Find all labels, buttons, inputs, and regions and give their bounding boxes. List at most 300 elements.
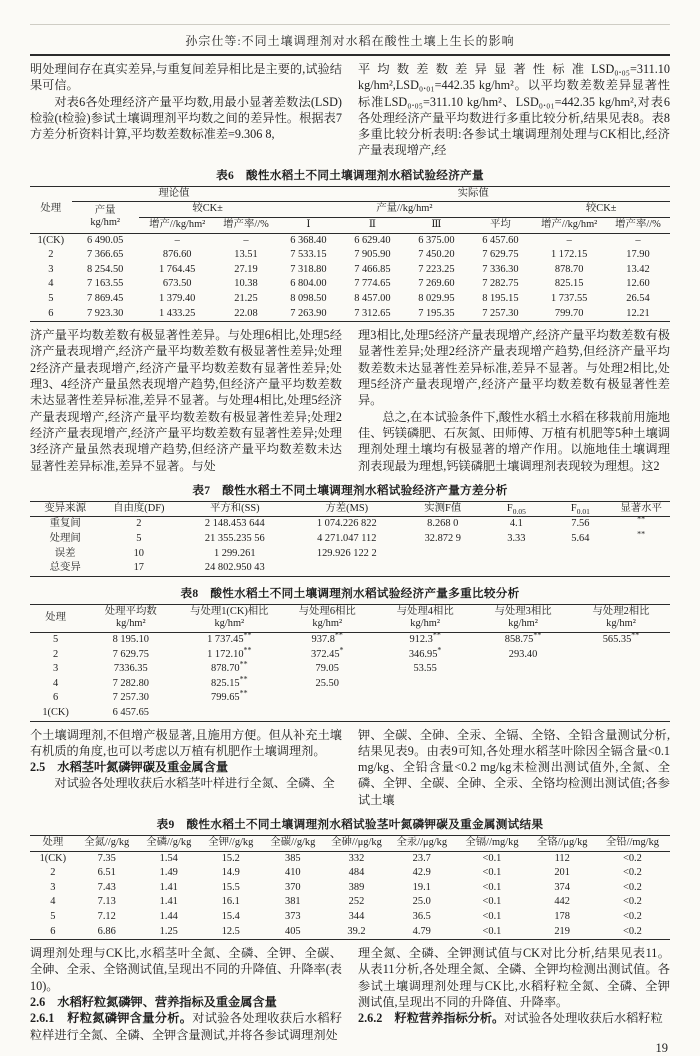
table-cell: 7.13	[97, 896, 116, 908]
table-row	[30, 881, 670, 896]
table-cell: 8 254.50	[87, 263, 124, 275]
table-cell: –	[566, 234, 572, 246]
table-cell: 7 318.80	[290, 263, 327, 275]
table-row	[30, 263, 670, 278]
table-cell: 7 466.85	[354, 263, 391, 275]
table-cell: 10	[133, 547, 144, 559]
table-cell	[376, 677, 474, 692]
table-row	[30, 691, 670, 706]
table-cell: 1 299.261	[214, 547, 256, 559]
table-cell: 112	[554, 852, 570, 864]
table9-body	[30, 851, 670, 940]
table-cell: 5.64	[571, 532, 590, 544]
table-cell: 15.5	[221, 881, 240, 893]
column-left	[30, 945, 342, 1055]
col-header: 与处理4相比 kg/hm²	[396, 605, 454, 630]
table-cell: 7336.35	[113, 663, 148, 675]
table-cell	[572, 677, 670, 692]
running-header: 孙宗仕等:不同土壤调理剂对水稻在酸性土壤上生长的影响	[185, 34, 515, 48]
table-row	[30, 925, 670, 940]
table7-body	[30, 514, 670, 576]
table-cell: 7 774.65	[354, 278, 391, 290]
column-right	[358, 327, 670, 474]
section-heading-2-5: 2.5 水稻茎叶氮磷钾碳及重金属含量	[30, 760, 229, 775]
table-cell: 7.56	[571, 518, 590, 530]
section-heading-2-6: 2.6 水稻籽粒氮磷钾、营养指标及重金属含量	[30, 995, 277, 1010]
table-cell: 25.50	[315, 677, 339, 689]
table-cell: 5	[50, 910, 56, 922]
table-cell: 442	[554, 896, 570, 908]
table-cell: 7 282.80	[112, 677, 149, 689]
table7-caption: 表7 酸性水稻土不同土壤调理剂水稻试验经济产量方差分析	[192, 483, 508, 497]
table-cell: 12.21	[626, 307, 650, 319]
table-cell	[376, 691, 474, 706]
table-cell: 4	[48, 278, 54, 290]
table-row	[30, 233, 670, 248]
table-row	[30, 561, 670, 576]
table-cell: 19.1	[412, 881, 431, 893]
table6-caption: 表6 酸性水稻土不同土壤调理剂水稻试验经济产量	[216, 168, 484, 182]
col-header: 显著水平	[620, 502, 662, 514]
table-cell: <0.2	[622, 867, 642, 879]
table-cell	[572, 648, 670, 663]
table-cell: 346.95*	[408, 645, 442, 660]
table-cell: 25.0	[412, 896, 431, 908]
table-cell: 7 336.30	[482, 263, 519, 275]
table-cell: 565.35**	[602, 630, 640, 645]
table-cell: 6	[50, 925, 56, 937]
paragraph: 对表6各处理经济产量平均数,用最小显著差数法(LSD)检验(t检验)参试土壤调理剂平均数之间的差异性。根据表7方差分析资料计算,平均数差数标准差=9.306 8,	[30, 94, 342, 142]
col-header: 全铬//μg/kg	[536, 837, 588, 848]
table-cell: 252	[348, 896, 365, 908]
section-middle	[30, 327, 670, 474]
table-cell: 7 905.90	[354, 249, 391, 261]
col-header: 变异来源	[44, 502, 86, 514]
table-cell: 27.19	[234, 263, 258, 275]
table-cell: 219	[554, 925, 570, 937]
table-cell: 5	[52, 633, 59, 645]
table-cell: 825.15**	[211, 674, 248, 689]
col-header: 全碳//g/kg	[270, 837, 316, 848]
table-cell: <0.2	[622, 896, 642, 908]
table-cell: 799.65**	[211, 688, 248, 704]
table-cell: 7 629.75	[482, 249, 519, 261]
table-cell: 405	[285, 925, 301, 937]
table-cell: 293.40	[508, 648, 538, 660]
table-cell	[612, 547, 670, 562]
col-header: 全磷//g/kg	[146, 837, 192, 848]
paragraph: 明处理间存在真实差异,与重复间差异相比是主要的,试验结果可信。	[30, 62, 342, 93]
col-header: 增产//kg/hm²	[149, 218, 206, 230]
table-cell: 825.15	[554, 278, 584, 290]
table-cell: 6.86	[97, 925, 116, 937]
table-cell: 2	[48, 249, 54, 261]
col-header: 产量 kg/hm²	[90, 204, 121, 229]
table-row	[30, 910, 670, 925]
table-cell: 3.33	[507, 532, 526, 544]
run-in-heading-2-6-1: 2.6.1 籽粒氮磷钾含量分析。	[30, 1011, 193, 1026]
column-left	[30, 61, 342, 159]
table-cell: 1.25	[159, 925, 178, 937]
table-cell: 重复间	[49, 518, 81, 530]
column-left	[30, 727, 342, 808]
table-cell	[474, 662, 572, 677]
table-cell: 13.51	[234, 249, 258, 261]
table-cell: 372.45*	[310, 645, 344, 660]
table-cell: 2	[136, 518, 142, 530]
table-cell: 1 737.45**	[207, 630, 252, 645]
table-cell: 6 457.60	[482, 234, 519, 246]
table-cell	[376, 706, 474, 721]
table-cell	[572, 706, 670, 721]
table6-body	[30, 233, 670, 322]
table-cell: 79.05	[315, 663, 339, 675]
table-cell: 7 366.65	[87, 249, 124, 261]
table-row	[30, 895, 670, 910]
table-cell: 8 195.15	[482, 292, 519, 304]
table-cell: 7 629.75	[112, 648, 149, 660]
table-row	[30, 677, 670, 692]
table-cell: 799.70	[554, 307, 584, 319]
table-cell: 7 312.65	[354, 307, 391, 319]
col-header: 全氮//g/kg	[84, 837, 130, 848]
page-number: 19	[655, 1040, 668, 1055]
table-cell: 15.4	[221, 910, 240, 922]
table-cell: 5	[136, 532, 142, 544]
table-cell: 36.5	[412, 910, 431, 922]
table-cell	[474, 691, 572, 706]
table-cell: 16.1	[221, 896, 240, 908]
table-cell: <0.2	[622, 910, 642, 922]
col-header: 增产率//%	[615, 218, 661, 230]
table-row	[30, 292, 670, 307]
table-cell: 22.08	[234, 307, 258, 319]
col-header: 处理	[45, 612, 66, 624]
table-cell: –	[243, 234, 249, 246]
table-cell: 1.54	[159, 852, 178, 864]
table-cell: 4.79	[412, 925, 431, 937]
col-header: 与处理1(CK)相比 kg/hm²	[190, 605, 269, 630]
table-cell: 858.75**	[504, 630, 542, 645]
table-cell: **	[637, 514, 646, 524]
col-header-f001: $F_{0.01}$	[570, 502, 590, 516]
table-cell: –	[174, 234, 180, 246]
column-right	[358, 61, 670, 159]
paragraph: 总之,在本试验条件下,酸性水稻土水稻在移栽前用施地佳、钙镁磷肥、石灰氮、田师傅、万植有机肥等5种土壤调理剂处理土壤均有极显著的增产作用。以施地佳土壤调理剂表现最为理想,钙镁磷肥土壤调理剂表现较为理想。这2	[358, 409, 670, 473]
table-cell: 6	[48, 307, 54, 319]
table-cell: 处理间	[49, 532, 81, 544]
table-cell: 12.60	[626, 278, 650, 290]
table-cell: **	[637, 529, 646, 539]
table-cell: 17.90	[626, 249, 650, 261]
table-row	[30, 248, 670, 263]
paragraph: 钾、全碳、全砷、全汞、全镉、全铬、全铅含量测试分析,结果见表9。由表9可知,各处理水稻茎叶除因全镉含量<0.1 mg/kg、全铅含量<0.2 mg/kg未检测出测试值外,全氮、全磷、全钾、全碳、全砷、全汞、全铬均检测出测试值;各参试土壤	[358, 727, 670, 807]
table-cell: 1 074.226 822	[316, 518, 377, 530]
table-cell: 1 172.10**	[207, 645, 252, 660]
col-header: 处理平均数 kg/hm²	[104, 605, 157, 630]
table-cell: 7 282.75	[482, 278, 519, 290]
table-cell: 6	[52, 692, 59, 704]
table-row	[30, 307, 670, 322]
table-row	[30, 632, 670, 647]
column-left	[30, 327, 342, 474]
col-header: 处理	[40, 203, 62, 215]
table-cell: 1.49	[159, 867, 178, 879]
table-cell: 6 629.40	[354, 234, 391, 246]
table-cell: 370	[285, 881, 301, 893]
table-cell: 129.926 122 2	[316, 547, 377, 559]
table-cell: 410	[285, 867, 301, 879]
header-rule	[30, 54, 670, 56]
table-cell	[292, 561, 401, 576]
table-cell: 7 533.15	[290, 249, 327, 261]
table-cell: 7 257.30	[482, 307, 519, 319]
table-cell: 1 379.40	[158, 292, 196, 304]
table-cell: 8 195.10	[112, 633, 149, 645]
table-cell: 7.12	[97, 910, 116, 922]
table-row	[30, 517, 670, 532]
col-header: 平均	[489, 218, 511, 230]
table-cell: 6 804.00	[290, 278, 327, 290]
section-top	[30, 61, 670, 159]
table-cell: <0.1	[482, 925, 502, 937]
table-cell: 误差	[54, 547, 76, 559]
table-cell: 385	[285, 852, 301, 864]
table-cell	[401, 547, 484, 562]
table-cell: 1(CK)	[39, 852, 67, 864]
table-row	[30, 547, 670, 562]
table-cell	[548, 561, 612, 576]
table-cell: <0.2	[622, 881, 642, 893]
table-cell: 673.50	[162, 278, 192, 290]
col-header: 处理	[42, 837, 64, 848]
table-cell: 1 172.15	[550, 249, 588, 261]
col-group-actual-yield: 产量//kg/hm²	[276, 202, 532, 218]
table-cell: 10.38	[234, 278, 258, 290]
paragraph: 平均数差数差异显著性标准LSD₀.₀₅=311.10 kg/hm²,LSD₀.₀₁=442.35 kg/hm²。以平均数差数差异显著性标准LSD₀.₀₅=311.10 kg/hm²、LSD₀.₀₁=442.35 kg/hm²,对表6各处理经济产量平均数进行多重比较分析,结果见表8。表8多重比较分析表明:各参试土壤调理剂处理与CK相比,经济产量表现增产,经	[358, 62, 670, 158]
table-cell: 3	[50, 881, 56, 893]
table-cell: 7 923.30	[87, 307, 124, 319]
col-group-theoretical: 理论值	[72, 186, 277, 202]
table-cell: 7 263.90	[290, 307, 327, 319]
table-cell: 7 223.25	[418, 263, 455, 275]
table-cell: 7 269.60	[418, 278, 455, 290]
table-row	[30, 851, 670, 866]
table-cell: 4	[50, 896, 56, 908]
table-cell: 374	[554, 881, 570, 893]
col-header: 全汞//μg/kg	[396, 837, 448, 848]
table-cell: 8.268 0	[427, 518, 459, 530]
paragraph: 济产量平均数差数有极显著性差异。与处理6相比,处理5经济产量表现增产,经济产量平均数差数有极显著性差异;处理2经济产量表现增产,经济产量平均数差数有显著性差异;处理3、4经济产量虽然表现增产趋势,但经济产量平均数差数未达显著性差异标准,差异不显著。与处理4相比,处理5经济产量表现增产,经济产量平均数差数有极显著性差异;处理2经济产量表现增产,经济产量平均数差数有显著性差异;处理3经济产量虽然表现增产趋势,但经济产量平均数差数未达显著性差异标准,差异不显著。与处	[30, 328, 342, 473]
table-cell: 4 271.047 112	[317, 532, 377, 544]
table-cell: 373	[285, 910, 301, 922]
table-cell: 3	[48, 263, 54, 275]
table-cell: 6 490.05	[87, 234, 124, 246]
table-row	[30, 277, 670, 292]
table-cell	[278, 706, 376, 721]
table-cell	[612, 561, 670, 576]
table-row	[30, 706, 670, 721]
table-cell: <0.1	[482, 910, 502, 922]
table-cell: 4	[52, 677, 59, 689]
table-cell	[548, 547, 612, 562]
table-cell: 344	[348, 910, 365, 922]
table-cell: <0.1	[482, 852, 502, 864]
table-cell: 总变异	[49, 562, 81, 574]
table-cell: 7 257.30	[112, 692, 149, 704]
col-group-vs-ck: 较CK±	[532, 202, 670, 218]
table-cell: 7 450.20	[418, 249, 455, 261]
column-right	[358, 945, 670, 1055]
column-right	[358, 727, 670, 808]
table-cell: 53.55	[413, 663, 437, 675]
table-cell: 6 457.65	[112, 706, 149, 718]
table7-header	[30, 501, 670, 517]
table-cell: <0.2	[622, 852, 642, 864]
table-cell: 389	[348, 881, 365, 893]
table-cell: 39.2	[347, 925, 366, 937]
table-cell: 878.70**	[211, 659, 248, 675]
table9	[30, 835, 670, 940]
table-cell: 1 764.45	[158, 263, 196, 275]
table-cell: 1(CK)	[37, 234, 65, 246]
section-bottom	[30, 945, 670, 1055]
table-cell: 13.42	[626, 263, 650, 275]
paragraph: 2.6.2 籽粒营养指标分析。对试验各处理收获后水稻籽粒	[358, 1011, 663, 1026]
table8-header	[30, 604, 670, 632]
table-cell: 6 375.00	[418, 234, 455, 246]
table-cell: –	[635, 234, 641, 246]
col-header: 实测F值	[424, 502, 462, 514]
col-header: 全砷//μg/kg	[331, 837, 382, 848]
table-cell: 23.7	[412, 852, 431, 864]
table-cell: 937.8**	[311, 630, 343, 645]
col-group-actual: 实际值	[276, 186, 670, 202]
table7	[30, 501, 670, 577]
paragraph: 理3相比,处理5经济产量表现增产,经济产量平均数差数有极显著性差异;处理2经济产量表现增产趋势,但经济产量平均数差数未达显著性差异标准,差异不显著。与处理2相比,处理5经济产量表现增产,经济产量平均数差数有极显著性差异。	[358, 328, 670, 408]
table-cell: 21 355.235 56	[204, 532, 265, 544]
table-cell: 332	[348, 852, 365, 864]
col-header: 与处理3相比 kg/hm²	[494, 605, 552, 630]
table-cell: 21.25	[234, 292, 258, 304]
table6	[30, 186, 670, 322]
table-cell: 8 457.00	[354, 292, 391, 304]
col-header: 增产//kg/hm²	[541, 218, 598, 230]
table-cell: <0.1	[482, 881, 502, 893]
table8	[30, 604, 670, 722]
table-cell: 26.54	[626, 292, 650, 304]
table-cell: 12.5	[221, 925, 240, 937]
table-cell: <0.1	[482, 896, 502, 908]
table-cell: 1(CK)	[42, 706, 69, 718]
table-cell: 7 163.55	[87, 278, 124, 290]
table-cell: 484	[348, 867, 365, 879]
col-header: Ⅲ	[431, 218, 442, 230]
col-header: Ⅰ	[306, 218, 311, 230]
table-cell: 7 195.35	[418, 307, 455, 319]
table-cell: 876.60	[162, 249, 192, 261]
col-header: 全镉//mg/kg	[465, 837, 519, 848]
paragraph: 对试验各处理收获后水稻茎叶样进行全氮、全磷、全	[54, 776, 335, 791]
table-cell: <0.1	[482, 867, 502, 879]
table-cell: 6.51	[97, 867, 116, 879]
table-row	[30, 662, 670, 677]
table-cell	[180, 706, 278, 721]
table-cell	[572, 691, 670, 706]
section-2-5	[30, 727, 670, 808]
col-group-vs-ck: 较CK±	[139, 202, 277, 218]
col-header: 全铅//mg/kg	[605, 837, 659, 848]
table-cell: 381	[285, 896, 301, 908]
table-cell: 912.3**	[409, 630, 441, 645]
table-cell: 5	[48, 292, 54, 304]
table-cell: 7.35	[97, 852, 116, 864]
table-cell: 8 098.50	[290, 292, 327, 304]
table-cell: 7.43	[97, 881, 116, 893]
table9-header	[30, 836, 670, 852]
table-cell	[484, 561, 548, 576]
table-cell: 8 029.95	[418, 292, 455, 304]
table8-body	[30, 632, 670, 721]
col-header: 与处理2相比 kg/hm²	[592, 605, 650, 630]
table-cell: 878.70	[554, 263, 584, 275]
table-cell: 2	[52, 648, 59, 660]
run-in-heading-2-6-2: 2.6.2 籽粒营养指标分析。	[358, 1011, 505, 1026]
table-cell	[484, 547, 548, 562]
table-cell: 1.41	[159, 896, 178, 908]
table-row	[30, 648, 670, 663]
table-cell: 14.9	[221, 867, 240, 879]
table-cell	[278, 691, 376, 706]
table9-caption: 表9 酸性水稻土不同土壤调理剂水稻试验茎叶氮磷钾碳及重金属测试结果	[156, 818, 544, 831]
table-cell: 201	[554, 867, 570, 879]
table-cell: 32.872 9	[424, 532, 461, 544]
table-cell: 4.1	[509, 518, 523, 530]
table-cell	[474, 706, 572, 721]
table8-caption: 表8 酸性水稻土不同土壤调理剂水稻试验经济产量多重比较分析	[180, 586, 520, 600]
paragraph: 2.6.1 籽粒氮磷钾含量分析。对试验各处理收获后水稻籽粒样进行全氮、全磷、全钾含量测试,并将各参试调理剂处	[30, 1011, 343, 1042]
table-cell: 1 433.25	[158, 307, 196, 319]
table-cell: 2	[50, 867, 56, 879]
col-header: 增产率//%	[223, 218, 269, 230]
table-cell: 24 802.950 43	[204, 562, 265, 574]
table-cell: 42.9	[412, 867, 431, 879]
table-cell: 178	[554, 910, 570, 922]
col-header-f005: $F_{0.05}$	[506, 502, 526, 516]
table-cell: 2 148.453 644	[204, 518, 265, 530]
table-row	[30, 532, 670, 547]
table-cell: 15.2	[221, 852, 240, 864]
col-header: 平方和(SS)	[209, 502, 260, 514]
paragraph: 理全氮、全磷、全钾测试值与CK对比分析,结果见表11。从表11分析,各处理全氮、全磷、全钾均检测出测试值。各参试土壤调理剂处理与CK比,水稻籽粒全氮、全磷、全钾测试值,呈现出不同的升降值、升降率。	[358, 946, 670, 1010]
table-cell	[401, 561, 484, 576]
table6-header	[30, 186, 670, 233]
col-header: 全钾//g/kg	[208, 837, 254, 848]
table-cell: 7 869.45	[87, 292, 124, 304]
table-cell: 6 368.40	[290, 234, 327, 246]
table-cell	[474, 677, 572, 692]
table-cell: 1.44	[159, 910, 178, 922]
table-cell: 17	[133, 562, 144, 574]
col-header: 方差(MS)	[325, 502, 369, 514]
table-cell	[572, 662, 670, 677]
col-header: Ⅱ	[368, 218, 376, 230]
table-cell: 1 737.55	[550, 292, 588, 304]
paragraph: 个土壤调理剂,不但增产极显著,且施用方便。但从补充土壤有机质的角度,也可以考虑以万植有机肥作土壤调理剂。	[30, 727, 342, 758]
table-cell: 3	[52, 663, 59, 675]
table-row	[30, 866, 670, 881]
paragraph: 调理剂处理与CK比,水稻茎叶全氮、全磷、全钾、全碳、全砷、全汞、全铬测试值,呈现出不同的升降值、升降率(表10)。	[30, 946, 342, 993]
